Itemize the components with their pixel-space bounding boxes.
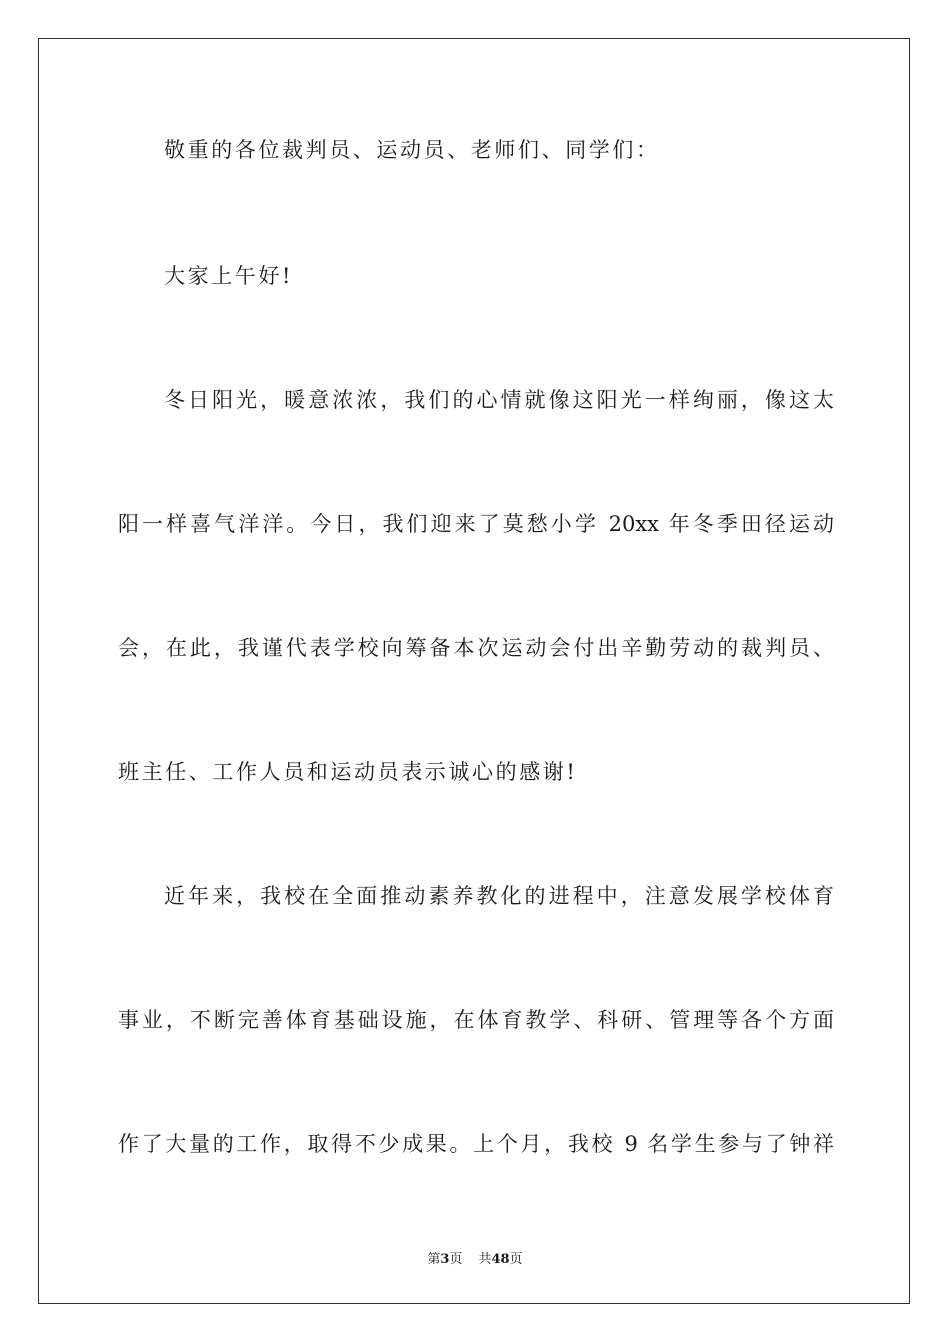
body-line: 阳一样喜气洋洋。今日，我们迎来了莫愁小学 20xx 年冬季田径运动 xyxy=(118,512,834,536)
page-border xyxy=(38,38,910,1304)
body-line: 冬日阳光，暖意浓浓，我们的心情就像这阳光一样绚丽，像这太 xyxy=(164,388,834,412)
body-line: 作了大量的工作，取得不少成果。上个月，我校 9 名学生参与了钟祥 xyxy=(118,1132,834,1156)
body-line: 事业，不断完善体育基础设施，在体育教学、科研、管理等各个方面 xyxy=(118,1008,834,1032)
total-suffix: 页 xyxy=(509,1252,523,1267)
page-suffix: 页 xyxy=(449,1252,463,1267)
salutation-line: 敬重的各位裁判员、运动员、老师们、同学们： xyxy=(164,138,660,162)
greeting-line: 大家上午好! xyxy=(164,264,294,288)
body-line: 近年来，我校在全面推动素养教化的进程中，注意发展学校体育 xyxy=(164,884,834,908)
body-line: 会，在此，我谨代表学校向筹备本次运动会付出辛勤劳动的裁判员、 xyxy=(118,636,834,660)
page-footer xyxy=(0,1248,950,1267)
page-prefix: 第 xyxy=(427,1252,441,1267)
page-number: 3 xyxy=(440,1252,450,1267)
body-line: 班主任、工作人员和运动员表示诚心的感谢! xyxy=(118,760,578,784)
total-prefix: 共 xyxy=(478,1252,492,1267)
total-pages: 48 xyxy=(491,1252,510,1267)
